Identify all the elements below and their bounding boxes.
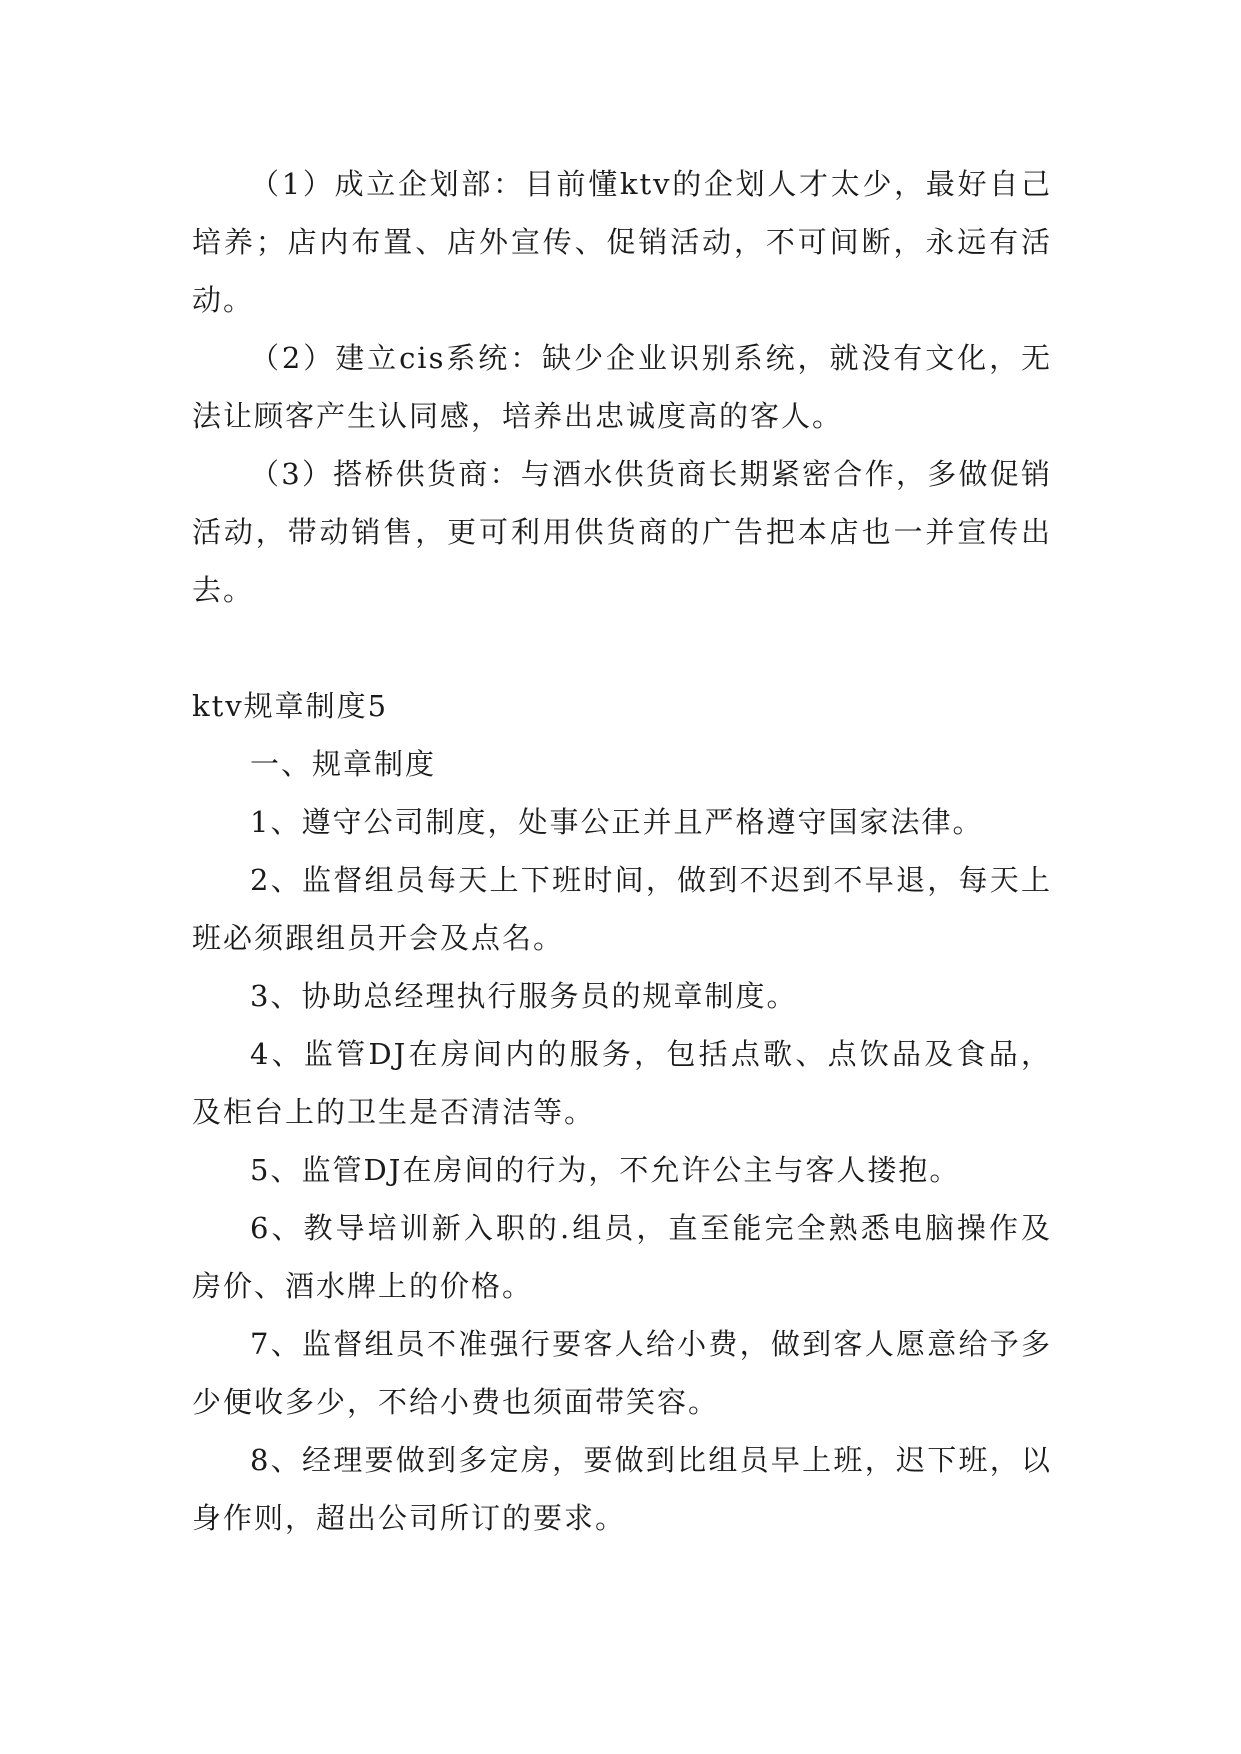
rule-item-6: 6、教导培训新入职的.组员，直至能完全熟悉电脑操作及房价、酒水牌上的价格。: [192, 1211, 1052, 1303]
rule-item-7: 7、监督组员不准强行要客人给小费，做到客人愿意给予多少便收多少，不给小费也须面带笑容。: [192, 1327, 1052, 1419]
document-body: [192, 155, 1052, 1547]
rule-item-2: 2、监督组员每天上下班时间，做到不迟到不早退，每天上班必须跟组员开会及点名。: [192, 863, 1052, 955]
rule-item-1: 1、遵守公司制度，处事公正并且严格遵守国家法律。: [250, 805, 984, 839]
section-title: ktv规章制度5: [192, 689, 389, 723]
rules-heading: 一、规章制度: [250, 747, 437, 781]
rule-item-3: 3、协助总经理执行服务员的规章制度。: [250, 979, 798, 1013]
paragraph-1: （1）成立企划部：目前懂ktv的企划人才太少，最好自己培养；店内布置、店外宣传、促销活动，不可间断，永远有活动。: [192, 167, 1052, 317]
rule-item-5: 5、监管DJ在房间的行为，不允许公主与客人搂抱。: [250, 1153, 961, 1187]
paragraph-2: （2）建立cis系统：缺少企业识别系统，就没有文化，无法让顾客产生认同感，培养出忠诚度高的客人。: [192, 341, 1052, 433]
rule-item-8: 8、经理要做到多定房，要做到比组员早上班，迟下班，以身作则，超出公司所订的要求。: [192, 1443, 1052, 1535]
rule-item-4: 4、监管DJ在房间内的服务，包括点歌、点饮品及食品，及柜台上的卫生是否清洁等。: [192, 1037, 1052, 1129]
paragraph-3: （3）搭桥供货商：与酒水供货商长期紧密合作，多做促销活动，带动销售，更可利用供货商的广告把本店也一并宣传出去。: [192, 457, 1052, 607]
